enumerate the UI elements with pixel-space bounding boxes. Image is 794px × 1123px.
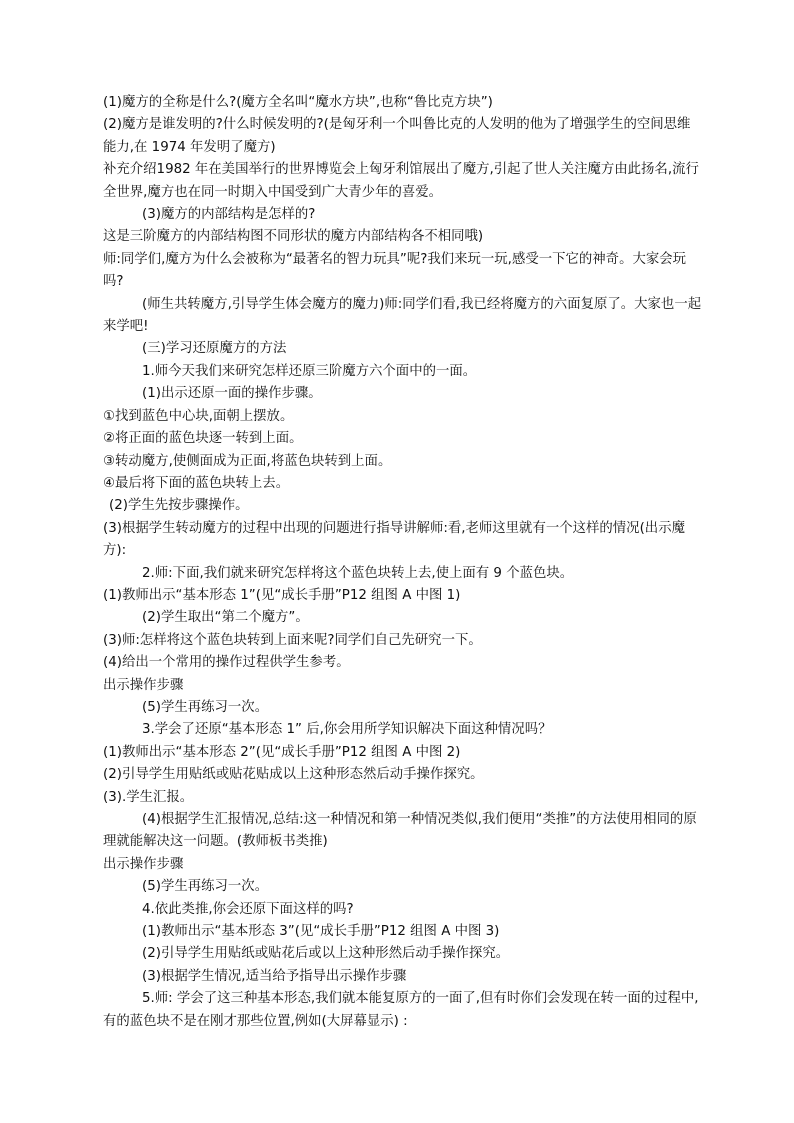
question-2: (2)魔方是谁发明的?什么时候发明的?(是匈牙利一个叫鲁比克的人发明的他为了增强学生的空间思维能力,在 1974 年发明了魔方) bbox=[103, 117, 691, 155]
form-3-show: (1)教师出示“基本形态 3”(见“成长手册”P12 组图 A 中图 3) bbox=[142, 924, 500, 940]
show-steps-1: 出示操作步骤 bbox=[103, 677, 184, 693]
step-circle-2: ②将正面的蓝色块逐一转到上面。 bbox=[103, 431, 303, 447]
show-steps-2: 出示操作步骤 bbox=[103, 856, 184, 872]
guidance-paragraph: (3)根据学生转动魔方的过程中出现的问题进行指导讲解师:看,老师这里就有一个这样的情况(出示魔方): bbox=[103, 520, 685, 559]
form-1-show: (1)教师出示“基本形态 1”(见“成长手册”P12 组图 A 中图 1) bbox=[103, 587, 461, 603]
reference-procedure: (4)给出一个常用的操作过程供学生参考。 bbox=[103, 655, 350, 671]
research-question: (3)师:怎样将这个蓝色块转到上面来呢?同学们自己先研究一下。 bbox=[103, 632, 482, 648]
guidance-steps: (3)根据学生情况,适当给予指导出示操作步骤 bbox=[142, 968, 407, 984]
structure-note: 这是三阶魔方的内部结构图不同形状的魔方内部结构各不相同哦) bbox=[103, 229, 484, 245]
summary-paragraph: (4)根据学生汇报情况,总结:这一种情况和第一种情况类似,我们便用“类推”的方法使用相同的原理就能解决这一问题。(教师板书类推) bbox=[103, 812, 697, 850]
step-3-intro: 3.学会了还原“基本形态 1” 后,你会用所学知识解决下面这种情况吗？ bbox=[142, 722, 552, 738]
question-1: (1)魔方的全称是什么?(魔方全名叫“魔水方块”,也称“鲁比克方块”) bbox=[103, 95, 493, 110]
question-3: (3)魔方的内部结构是怎样的? bbox=[142, 207, 316, 223]
document-body bbox=[103, 92, 703, 1033]
step-circle-1: ①找到蓝色中心块,面朝上摆放。 bbox=[103, 408, 294, 424]
form-2-show: (1)教师出示“基本形态 2”(见“成长手册”P12 组图 A 中图 2) bbox=[103, 744, 461, 760]
supplement-paragraph: 补充介绍1982 年在美国举行的世界博览会上匈牙利馆展出了魔方,引起了世人关注魔方由此扬名,流行全世界,魔方也在同一时期入中国受到广大青少年的喜爱。 bbox=[103, 162, 699, 200]
step-circle-4: ④最后将下面的蓝色块转上去。 bbox=[103, 475, 290, 491]
practice-1: (5)学生再练习一次。 bbox=[142, 699, 269, 715]
sticker-guide-2: (2)引导学生用贴纸或贴花后或以上这种形然后动手操作探究。 bbox=[142, 946, 510, 962]
step-2-intro: 2.师:下面,我们就来研究怎样将这个蓝色块转上去,使上面有 9 个蓝色块。 bbox=[142, 565, 574, 581]
section-heading: (三)学习还原魔方的方法 bbox=[142, 341, 287, 357]
step-4-intro: 4.依此类推,你会还原下面这样的吗? bbox=[142, 901, 354, 917]
student-report: (3).学生汇报。 bbox=[103, 789, 194, 805]
practice-2: (5)学生再练习一次。 bbox=[142, 879, 269, 895]
demo-paragraph: (师生共转魔方,引导学生体会魔方的魔力)师:同学们看,我已经将魔方的六面复原了。大家也一起来学吧! bbox=[103, 296, 702, 335]
student-operate: (2)学生先按步骤操作。 bbox=[109, 498, 249, 514]
step-circle-3: ③转动魔方,使侧面成为正面,将蓝色块转到上面。 bbox=[103, 453, 392, 469]
step-1-intro: 1.师今天我们来研究怎样还原三阶魔方六个面中的一面。 bbox=[142, 363, 477, 379]
step-1-show: (1)出示还原一面的操作步骤。 bbox=[142, 386, 322, 402]
step-5-paragraph: 5.师: 学会了这三种基本形态,我们就本能复原方的一面了,但有时你们会发现在转一面的过程中,有的蓝色块不是在刚才那些位置,例如(大屏幕显示) : bbox=[103, 991, 699, 1029]
second-cube: (2)学生取出“第二个魔方”。 bbox=[142, 610, 309, 626]
sticker-guide-1: (2)引导学生用贴纸或贴花贴成以上这种形态然后动手操作探究。 bbox=[103, 767, 484, 783]
teacher-question: 师:同学们,魔方为什么会被称为“最著名的智力玩具”呢?我们来玩一玩,感受一下它的神奇。大家会玩吗? bbox=[103, 251, 687, 290]
